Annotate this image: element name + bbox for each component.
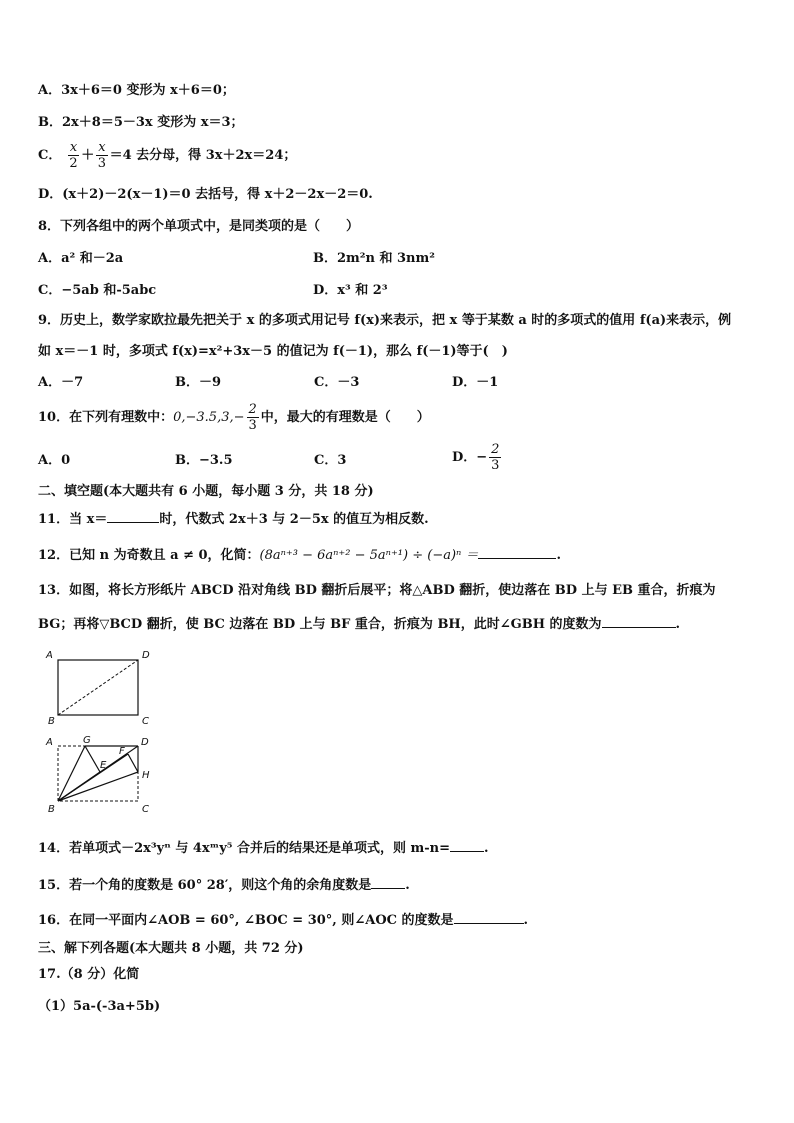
q9-option-d: D．－1 [452, 375, 499, 390]
q8-option-c: C．−5ab 和-5abc [38, 283, 157, 298]
q11-answer-blank[interactable] [107, 508, 159, 523]
label-d: D [142, 650, 150, 661]
label-c: C [142, 716, 149, 726]
label-a: A [46, 737, 53, 748]
q7-option-a: A．3x＋6＝0 变形为 x＋6＝0； [38, 83, 235, 98]
label-b: B [48, 804, 55, 815]
q15-answer-blank[interactable] [371, 874, 405, 889]
line-fh [128, 754, 138, 772]
label-g: G [83, 735, 91, 746]
q13-line1: 13．如图，将长方形纸片 ABCD 沿对角线 BD 翻折后展平；将△ABD 翻折，使边落在 BD 上与 EB 重合，折痕为 [38, 583, 716, 598]
figure-rectangle-abcd [40, 646, 160, 726]
q8-option-a: A．a² 和－2a [38, 251, 124, 266]
label-f: F [119, 746, 125, 757]
q14: 14．若单项式－2x³yⁿ 与 4xᵐy⁵ 合并后的结果还是单项式，则 m-n= . [38, 837, 489, 858]
q10-option-c: C．3 [314, 453, 347, 468]
q9-option-c: C．－3 [314, 375, 360, 390]
q9-stem-line2: 如 x＝－1 时，多项式 f(x)=x²+3x－5 的值记为 f(－1)，那么 f(－1)等于( ) [38, 344, 508, 359]
fraction-x-over-3: $\frac{x}{3}$ [97, 140, 107, 171]
q16-answer-blank[interactable] [454, 909, 524, 924]
q10-option-b: B．−3.5 [175, 453, 233, 468]
q9-stem-line1: 9．历史上，数学家欧拉最先把关于 x 的多项式用记号 f(x)来表示，把 x 等于某数 a 时的多项式的值用 f(a)来表示，例 [38, 313, 732, 328]
fraction-x-over-2: $\frac{x}{2}$ [69, 140, 78, 171]
q9-option-b: B．－9 [175, 375, 222, 390]
q10-stem: 10．在下列有理数中：0,−3.5,3,− $\frac{2}{3}$ 中，最大的有理数是（ ） [38, 402, 430, 433]
diagonal-bd [58, 660, 138, 715]
section-fill-in-heading: 二、填空题(本大题共有 6 小题，每小题 3 分，共 18 分) [38, 484, 374, 499]
q10-option-d: D．− $\frac{2}{3}$ [452, 442, 500, 473]
q10-option-a: A．0 [38, 453, 71, 468]
q7-option-c: C． $\frac{x}{2}$ ＋ $\frac{x}{3}$ ＝4 去分母，得 3x＋2x＝24； [38, 140, 297, 171]
figure-folded-rectangle [40, 732, 170, 817]
fraction-2-over-3: $\frac{2}{3}$ [248, 402, 257, 433]
q17-title: 17.（8 分）化简 [38, 967, 140, 982]
q14-answer-blank[interactable] [450, 837, 484, 852]
q11: 11．当 x＝ 时，代数式 2x＋3 与 2－5x 的值互为相反数. [38, 508, 429, 529]
q8-stem: 8．下列各组中的两个单项式中，是同类项的是（ ） [38, 219, 360, 234]
label-a: A [46, 650, 53, 661]
q12-answer-blank[interactable] [478, 544, 556, 559]
label-b: B [48, 716, 55, 726]
q8-option-b: B．2m²n 和 3nm² [313, 251, 435, 266]
line-ge [85, 746, 100, 772]
q15: 15．若一个角的度数是 60° 28′，则这个角的余角度数是 . [38, 874, 410, 895]
q7-option-b: B．2x＋8＝5－3x 变形为 x＝3； [38, 115, 244, 130]
fraction-2-over-3-option-d: $\frac{2}{3}$ [491, 442, 500, 473]
line-bd [58, 746, 138, 801]
label-h: H [142, 770, 150, 781]
q12: 12．已知 n 为奇数且 a ≠ 0，化简：(8aⁿ⁺³ − 6aⁿ⁺² − 5aⁿ⁺¹) ÷ (−a)ⁿ ＝ . [38, 544, 561, 565]
q13-answer-blank[interactable] [602, 613, 676, 628]
q17-part1: （1）5a-(-3a+5b) [38, 999, 161, 1014]
q13-line2: BG；再将▽BCD 翻折，使 BC 边落在 BD 上与 BF 重合，折痕为 BH，此时∠GBH 的度数为 . [38, 613, 680, 634]
label-d: D [141, 737, 149, 748]
q7-option-d: D．(x＋2)－2(x－1)＝0 去括号，得 x＋2－2x－2＝0. [38, 187, 373, 202]
q16: 16．在同一平面内∠AOB = 60°, ∠BOC = 30°, 则∠AOC 的度数是 . [38, 909, 528, 930]
section-solve-heading: 三、解下列各题(本大题共 8 小题，共 72 分) [38, 941, 304, 956]
label-e: E [100, 760, 107, 771]
q9-option-a: A．－7 [38, 375, 84, 390]
label-c: C [142, 804, 149, 815]
q8-option-d: D．x³ 和 2³ [313, 283, 388, 298]
